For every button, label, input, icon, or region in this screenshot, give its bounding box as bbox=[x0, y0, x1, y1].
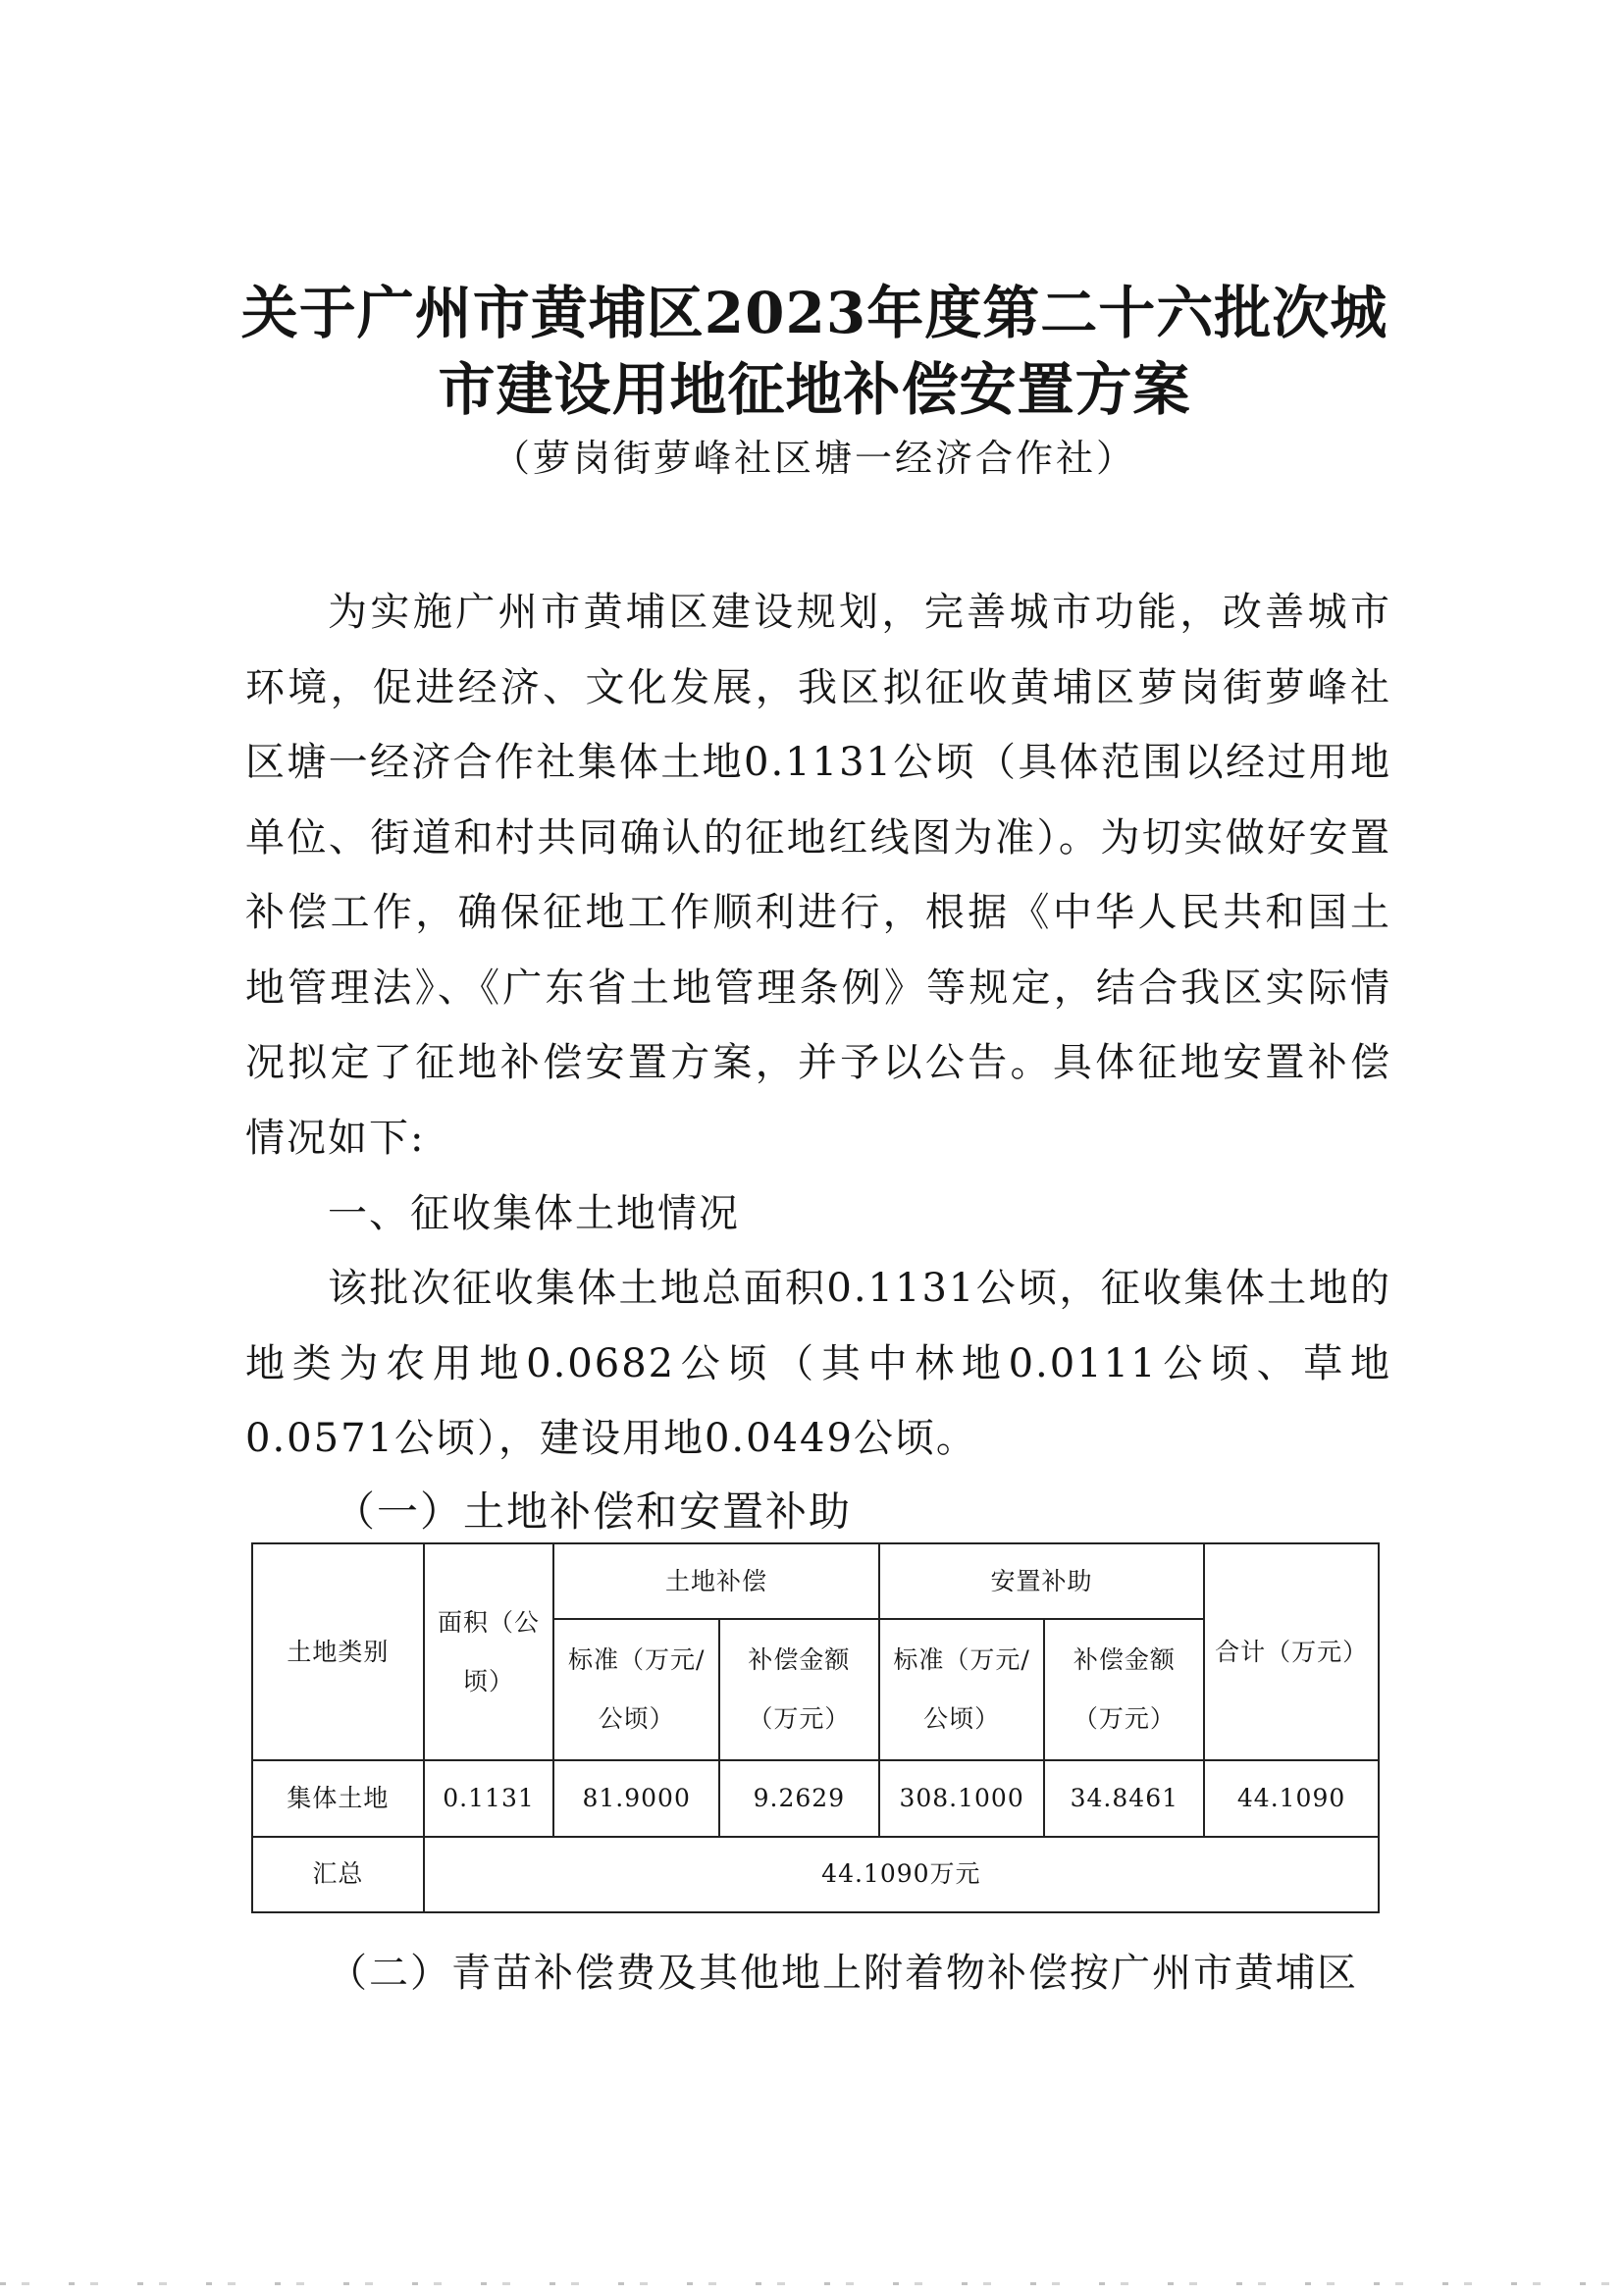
table-summary-row bbox=[252, 1837, 1379, 1912]
section-heading-1: 一、征收集体土地情况 bbox=[328, 1191, 740, 1236]
cell-resettle-amount: 34.8461 bbox=[1044, 1760, 1204, 1836]
table-row bbox=[252, 1760, 1379, 1836]
cell-land-amount: 9.2629 bbox=[719, 1760, 879, 1836]
cell-resettle-standard: 308.1000 bbox=[879, 1760, 1045, 1836]
header-land-type: 土地类别 bbox=[252, 1543, 424, 1760]
section-heading-2: （一）土地补偿和安置补助 bbox=[334, 1487, 853, 1536]
header-resettle-standard: 标准（万元/公顷） bbox=[879, 1619, 1045, 1760]
cell-land-standard: 81.9000 bbox=[553, 1760, 719, 1836]
cell-area: 0.1131 bbox=[424, 1760, 554, 1836]
header-land-compensation: 土地补偿 bbox=[553, 1543, 878, 1619]
title-line-1: 关于广州市黄埔区2023年度第二十六批次城 bbox=[240, 280, 1388, 346]
header-land-standard: 标准（万元/公顷） bbox=[553, 1619, 719, 1760]
header-land-amount: 补偿金额（万元） bbox=[719, 1619, 879, 1760]
cell-total: 44.1090 bbox=[1204, 1760, 1379, 1836]
header-resettlement: 安置补助 bbox=[879, 1543, 1204, 1619]
compensation-table bbox=[251, 1542, 1380, 1913]
title-line-2: 市建设用地征地补偿安置方案 bbox=[438, 356, 1191, 423]
cell-land-type: 集体土地 bbox=[252, 1760, 424, 1836]
header-resettle-amount: 补偿金额（万元） bbox=[1044, 1619, 1204, 1760]
seedling-compensation-paragraph: （二）青苗补偿费及其他地上附着物补偿按广州市黄埔区 bbox=[328, 1951, 1358, 1996]
cell-summary-value: 44.1090万元 bbox=[424, 1837, 1379, 1912]
scan-artifact-line bbox=[0, 2282, 1623, 2285]
subtitle: （萝岗街萝峰社区塘一经济合作社） bbox=[492, 437, 1136, 480]
land-situation-paragraph: 该批次征收集体土地总面积0.1131公顷，征收集体土地的地类为农用地0.0682公顷（其中林地0.0111公顷、草地0.0571公顷），建设用地0.0449公顷。 bbox=[245, 1266, 1391, 1461]
cell-summary-label: 汇总 bbox=[252, 1837, 424, 1912]
header-total: 合计（万元） bbox=[1204, 1543, 1379, 1760]
intro-paragraph: 为实施广州市黄埔区建设规划，完善城市功能，改善城市环境，促进经济、文化发展，我区拟征收黄埔区萝岗街萝峰社区塘一经济合作社集体土地0.1131公顷（具体范围以经过用地单位、街道和村共同确认的征地红线图为准）。为切实做好安置补偿工作，确保征地工作顺利进行，根据《中华人民共和国土地管理法》、《广东省土地管理条例》等规定，结合我区实际情况拟定了征地补偿安置方案，并予以公告。具体征地安置补偿情况如下: bbox=[245, 590, 1391, 1161]
table-header-row-1 bbox=[252, 1543, 1379, 1619]
header-area: 面积（公顷） bbox=[424, 1543, 554, 1760]
